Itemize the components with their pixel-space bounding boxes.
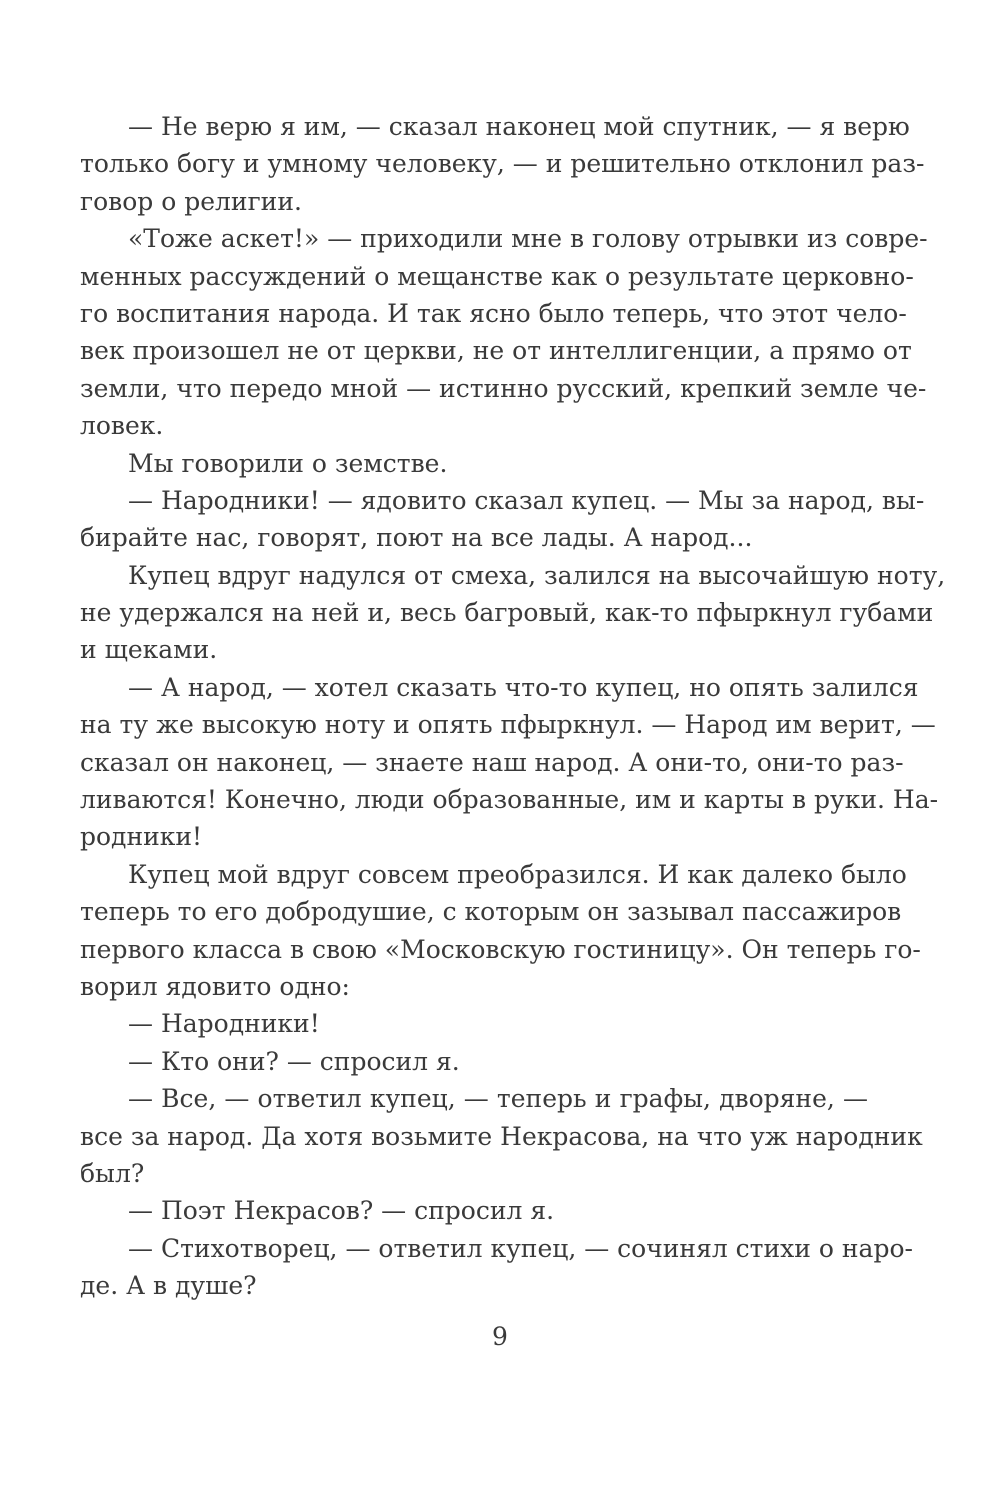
text-line: ливаются! Конечно, люди образованные, им и карты в руки. На-: [80, 785, 939, 815]
text-line: — Не верю я им, — сказал наконец мой спутник, — я верю: [128, 112, 910, 141]
text-line: — Все, — ответил купец, — теперь и графы, дворяне, —: [128, 1084, 868, 1114]
text-line: земли, что передо мной — истинно русский, крепкий земле че-: [80, 373, 927, 403]
text-line: бирайте нас, говорят, поют на все лады. А народ...: [80, 523, 753, 553]
text-line: все за народ. Да хотя возьмите Некрасова, на что уж народник: [80, 1121, 923, 1151]
text-line: первого класса в свою «Московскую гостиницу». Он теперь го-: [80, 934, 921, 964]
text-line: — Стихотворец, — ответил купец, — сочинял стихи о наро-: [128, 1233, 913, 1263]
text-line: Купец мой вдруг совсем преобразился. И как далеко было: [128, 859, 907, 889]
text-line: на ту же высокую ноту и опять пфыркнул. — Народ им верит, —: [80, 710, 936, 740]
text-line: ворил ядовито одно:: [80, 971, 350, 1001]
text-line: «Тоже аскет!» — приходили мне в голову отрывки из совре-: [128, 224, 928, 254]
text-line: го воспитания народа. И так ясно было теперь, что этот чело-: [80, 298, 907, 328]
text-line: Мы говорили о земстве.: [128, 448, 448, 478]
page-number: 9: [492, 1322, 508, 1351]
text-line: — Народники!: [128, 1009, 320, 1039]
text-line: ловек.: [80, 411, 164, 441]
text-line: де. А в душе?: [80, 1271, 257, 1301]
text-line: только богу и умному человеку, — и решительно отклонил раз-: [80, 149, 925, 179]
text-line: сказал он наконец, — знаете наш народ. А они-то, они-то раз-: [80, 747, 904, 777]
text-line: не удержался на ней и, весь багровый, как-то пфыркнул губами: [80, 598, 934, 628]
text-line: менных рассуждений о мещанстве как о результате церковно-: [80, 261, 914, 291]
body-text: [80, 108, 946, 1305]
text-line: — Поэт Некрасов? — спросил я.: [128, 1196, 555, 1226]
text-line: говор о религии.: [80, 186, 302, 216]
text-line: — Кто они? — спросил я.: [128, 1046, 460, 1076]
text-line: — Народники! — ядовито сказал купец. — Мы за народ, вы-: [128, 485, 925, 515]
text-line: и щеками.: [80, 635, 218, 665]
text-line: век произошел не от церкви, не от интеллигенции, а прямо от: [80, 336, 912, 366]
text-line: родники!: [80, 822, 203, 852]
text-line: Купец вдруг надулся от смеха, залился на высочайшую ноту,: [128, 560, 946, 590]
text-line: теперь то его добродушие, с которым он зазывал пассажиров: [80, 897, 902, 927]
text-line: был?: [80, 1158, 145, 1188]
text-line: — А народ, — хотел сказать что-то купец, но опять залился: [128, 672, 919, 702]
